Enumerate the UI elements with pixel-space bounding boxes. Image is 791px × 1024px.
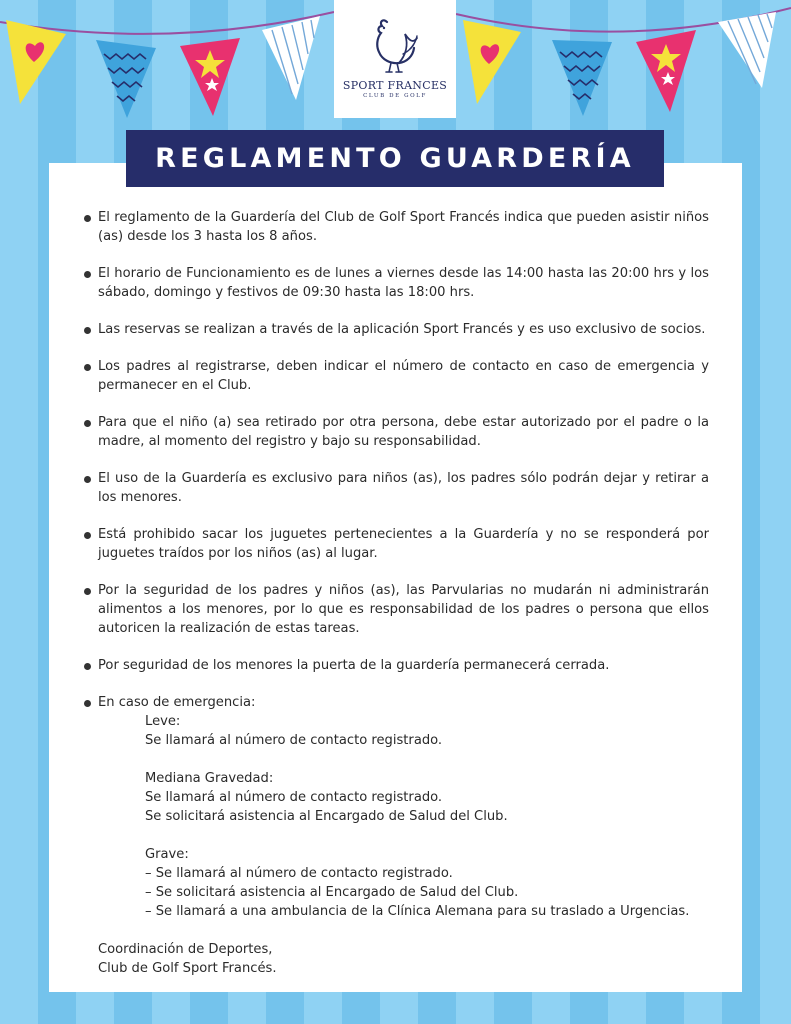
rule-item: Está prohibido sacar los juguetes pertenecientes a la Guardería y no se responderá por juguetes traídos por los niños (as) al lugar. — [98, 527, 709, 561]
spacer — [98, 750, 709, 769]
heart-flag — [463, 20, 521, 104]
rule-item: El uso de la Guardería es exclusivo para niños (as), los padres sólo podrán dejar y retirar a los menores. — [98, 471, 709, 505]
rooster-icon — [369, 16, 421, 76]
rules-list — [98, 208, 709, 939]
emergency-mediana-label: Mediana Gravedad: — [145, 771, 274, 786]
stripe-flag — [718, 12, 776, 88]
signature — [98, 940, 277, 978]
emergency-grave-line: – Se llamará a una ambulancia de la Clínica Alemana para su traslado a Urgencias. — [145, 904, 690, 919]
logo-name: SPORT FRANCES — [342, 79, 448, 92]
logo-subtitle: CLUB DE GOLF — [363, 93, 427, 99]
rule-item: El horario de Funcionamiento es de lunes a viernes desde las 14:00 hasta las 20:00 hrs y los sábado, domingo y festivos de 09:30 hasta las 18:00 hrs. — [98, 266, 709, 300]
emergency-grave-line: – Se llamará al número de contacto registrado. — [145, 866, 453, 881]
rule-item: Las reservas se realizan a través de la aplicación Sport Francés y es uso exclusivo de socios. — [98, 320, 709, 339]
rule-item: El reglamento de la Guardería del Club de Golf Sport Francés indica que pueden asistir niños (as) desde los 3 hasta los 8 años. — [98, 210, 709, 244]
signature-line-club: Club de Golf Sport Francés. — [98, 961, 277, 976]
rule-item: Los padres al registrarse, deben indicar el número de contacto en caso de emergencia y permanecer en el Club. — [98, 359, 709, 393]
emergency-heading: En caso de emergencia: — [98, 695, 256, 710]
emergency-leve-line: Se llamará al número de contacto registrado. — [145, 733, 443, 748]
rule-item: Por la seguridad de los padres y niños (as), las Parvularias no mudarán ni administrarán alimentos a los menores, por lo que es responsabilidad de los padres o persona que ellos autoricen la realización de estas tareas. — [98, 583, 709, 636]
emergency-grave-label: Grave: — [145, 847, 189, 862]
emergency-grave-line: – Se solicitará asistencia al Encargado de Salud del Club. — [145, 885, 519, 900]
zigzag-flag — [96, 40, 156, 118]
emergency-section — [98, 693, 709, 921]
spacer — [98, 826, 709, 845]
star-flag — [180, 38, 240, 116]
page-title: REGLAMENTO GUARDERÍA — [126, 130, 664, 187]
emergency-mediana-line: Se solicitará asistencia al Encargado de Salud del Club. — [145, 809, 508, 824]
logo — [334, 0, 456, 118]
stripe-flag — [262, 16, 320, 100]
emergency-leve-label: Leve: — [145, 714, 181, 729]
rule-item: Para que el niño (a) sea retirado por otra persona, debe estar autorizado por el padre o la madre, al momento del registro y bajo su responsabilidad. — [98, 415, 709, 449]
zigzag-flag — [552, 40, 612, 116]
signature-line-department: Coordinación de Deportes, — [98, 942, 273, 957]
heart-flag — [6, 20, 66, 104]
star-flag — [636, 30, 696, 112]
emergency-mediana-line: Se llamará al número de contacto registrado. — [145, 790, 443, 805]
rule-item: Por seguridad de los menores la puerta de la guardería permanecerá cerrada. — [98, 656, 709, 675]
